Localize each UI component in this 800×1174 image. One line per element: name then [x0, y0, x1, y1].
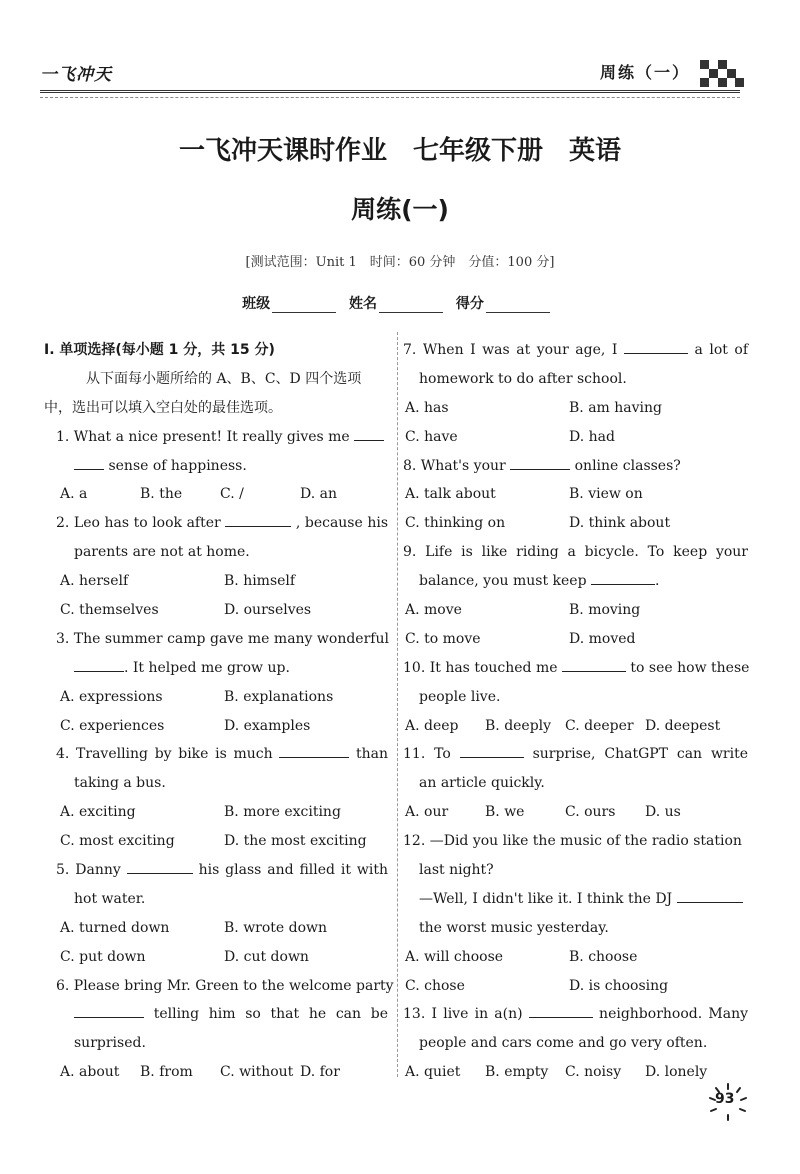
option-d[interactable]: D. examples — [224, 717, 311, 734]
option-c[interactable]: C. to move — [405, 630, 481, 647]
score-label: 得分 — [455, 296, 484, 312]
question-text: 7. When I was at your age, I — [403, 342, 618, 358]
question-4-options-1 — [58, 798, 388, 827]
question-5-options-2 — [58, 943, 388, 972]
option-d[interactable]: D. had — [569, 428, 615, 445]
question-text: neighborhood. Many — [599, 1006, 748, 1023]
question-text: surprise, ChatGPT can write — [532, 746, 749, 763]
option-c[interactable]: C. chose — [405, 977, 465, 994]
question-text: —Well, I didn't like it. I think the DJ — [419, 890, 673, 907]
option-c[interactable]: C. ours — [565, 804, 616, 821]
option-a[interactable]: A. herself — [60, 573, 129, 590]
test-scope: [测试范围：Unit 1 时间：60 分钟 分值：100 分] — [245, 255, 555, 270]
option-b[interactable]: B. choose — [569, 948, 638, 965]
option-a[interactable]: A. talk about — [405, 486, 496, 503]
question-3-options-1 — [58, 683, 388, 712]
question-text: sense of happiness. — [108, 457, 247, 474]
answer-blank[interactable] — [591, 570, 655, 585]
question-13-options — [403, 1058, 748, 1087]
question-10-line-1 — [403, 654, 748, 683]
column-divider — [397, 332, 398, 1077]
option-a[interactable]: A. about — [60, 1064, 120, 1081]
question-text: his glass and filled it with — [198, 862, 388, 879]
question-12-line-2: last night? — [419, 862, 494, 879]
answer-blank[interactable] — [74, 1003, 144, 1018]
question-2-options-2 — [58, 596, 388, 625]
brand-logo-text: 一飞冲天 — [40, 65, 112, 85]
header-section-title: 周练（一） — [600, 63, 691, 82]
answer-blank[interactable] — [127, 859, 193, 874]
question-text: 11. To — [403, 746, 451, 763]
question-text: to see how these — [630, 659, 750, 676]
option-a[interactable]: A. a — [60, 486, 88, 503]
option-b[interactable]: B. view on — [569, 486, 643, 503]
option-c[interactable]: C. experiences — [60, 717, 165, 734]
option-d[interactable]: D. think about — [569, 515, 671, 532]
question-text: 10. It has touched me — [403, 659, 558, 676]
option-a[interactable]: A. has — [405, 399, 449, 416]
option-c[interactable]: C. deeper — [565, 717, 634, 734]
header-dash-rule — [40, 97, 740, 98]
section-instruction-1: 从下面每小题所给的 A、B、C、D 四个选项 — [86, 370, 362, 387]
option-b[interactable]: B. more exciting — [224, 804, 341, 821]
option-b[interactable]: B. from — [140, 1064, 193, 1081]
option-c[interactable]: C. noisy — [565, 1064, 622, 1081]
question-3-line-1: 3. The summer camp gave me many wonderful — [56, 630, 389, 647]
option-b[interactable]: B. am having — [569, 399, 662, 416]
answer-blank[interactable] — [624, 339, 688, 354]
header-rule — [40, 90, 740, 93]
option-d[interactable]: D. us — [645, 804, 681, 821]
class-label: 班级 — [242, 296, 271, 312]
option-c[interactable]: C. have — [405, 428, 458, 445]
question-text: telling him so that he can be — [153, 1006, 388, 1023]
option-c[interactable]: C. without — [220, 1064, 294, 1081]
question-7-line-2: homework to do after school. — [419, 370, 627, 387]
option-b[interactable]: B. empty — [485, 1064, 549, 1081]
question-6-line-1: 6. Please bring Mr. Green to the welcome party — [56, 977, 394, 994]
question-text: 13. I live in a(n) — [403, 1006, 523, 1023]
question-text: 8. What's your — [403, 457, 506, 474]
question-text: than — [356, 746, 389, 763]
question-1-options — [58, 480, 388, 509]
question-text: a lot of — [694, 342, 749, 358]
question-4-line-2: taking a bus. — [74, 775, 166, 792]
question-5-options-1 — [58, 914, 388, 943]
question-8-line-1 — [403, 452, 748, 481]
question-13-line-1 — [403, 1000, 748, 1029]
question-8-options-2 — [403, 509, 748, 538]
question-3-options-2 — [58, 712, 388, 741]
question-9-options-1 — [403, 596, 748, 625]
option-d[interactable]: D. deepest — [645, 717, 721, 734]
answer-blank[interactable] — [529, 1003, 593, 1018]
option-d[interactable]: D. moved — [569, 630, 636, 647]
question-5-line-1 — [56, 856, 388, 885]
question-7-options-1 — [403, 394, 748, 423]
question-10-options — [403, 712, 748, 741]
decorative-blocks-icon — [700, 60, 744, 88]
question-7-options-2 — [403, 423, 748, 452]
question-2-line-2: parents are not at home. — [74, 544, 250, 561]
option-d[interactable]: D. lonely — [645, 1064, 708, 1081]
option-b[interactable]: B. deeply — [485, 717, 552, 734]
question-8-options-1 — [403, 480, 748, 509]
answer-blank[interactable] — [279, 743, 349, 758]
option-a[interactable]: A. our — [405, 804, 449, 821]
score-blank[interactable] — [486, 298, 550, 313]
question-9-line-2 — [403, 567, 748, 596]
option-b[interactable]: B. wrote down — [224, 919, 328, 936]
option-a[interactable]: A. will choose — [405, 948, 504, 965]
option-a[interactable]: A. exciting — [60, 804, 136, 821]
right-column — [403, 336, 748, 1087]
section-instruction-2: 中，选出可以填入空白处的最佳选项。 — [44, 399, 282, 416]
question-text: balance, you must keep — [419, 573, 587, 590]
question-12-options-1 — [403, 943, 748, 972]
question-10-line-2: people live. — [419, 688, 501, 705]
question-4-line-1 — [56, 740, 388, 769]
question-text: . It helped me grow up. — [124, 659, 290, 676]
question-12-line-3 — [403, 885, 748, 914]
option-b[interactable]: B. himself — [224, 573, 296, 590]
question-9-line-1: 9. Life is like riding a bicycle. To keep your — [403, 544, 748, 561]
section-title: Ⅰ. 单项选择(每小题 1 分，共 15 分) — [44, 342, 275, 358]
question-12-options-2 — [403, 972, 748, 1001]
question-11-options — [403, 798, 748, 827]
question-text: online classes? — [574, 457, 681, 474]
option-d[interactable]: D. ourselves — [224, 602, 312, 619]
option-a[interactable]: A. turned down — [60, 919, 170, 936]
question-9-options-2 — [403, 625, 748, 654]
question-11-line-2: an article quickly. — [419, 775, 545, 792]
page-number-badge — [707, 1082, 749, 1122]
option-c[interactable]: C. / — [220, 486, 244, 503]
answer-blank[interactable] — [354, 426, 384, 441]
question-13-line-2: people and cars come and go very often. — [419, 1035, 708, 1052]
question-2-options-1 — [58, 567, 388, 596]
question-12-line-1: 12. —Did you like the music of the radio station — [403, 833, 742, 850]
question-7-line-1 — [403, 336, 748, 365]
question-11-line-1 — [403, 740, 748, 769]
class-blank[interactable] — [272, 298, 336, 313]
left-column — [44, 336, 394, 1087]
option-b[interactable]: B. moving — [569, 602, 641, 619]
answer-blank[interactable] — [74, 657, 124, 672]
question-text: , because his — [295, 515, 389, 532]
page-number: 93 — [715, 1091, 735, 1107]
answer-blank[interactable] — [562, 657, 626, 672]
option-d[interactable]: D. for — [300, 1064, 340, 1081]
option-c[interactable]: C. themselves — [60, 602, 159, 619]
option-c[interactable]: C. thinking on — [405, 515, 506, 532]
question-text: 4. Travelling by bike is much — [56, 746, 273, 763]
answer-blank[interactable] — [460, 743, 524, 758]
option-b[interactable]: B. explanations — [224, 688, 334, 705]
question-text: 5. Danny — [56, 862, 121, 879]
option-d[interactable]: D. the most exciting — [224, 833, 367, 850]
option-b[interactable]: B. we — [485, 804, 525, 821]
page-subtitle: 周练(一) — [351, 195, 449, 224]
answer-blank[interactable] — [677, 888, 743, 903]
student-info-row — [0, 293, 800, 313]
question-1-line-1 — [56, 423, 388, 452]
question-text: . — [655, 573, 660, 590]
option-d[interactable]: D. is choosing — [569, 977, 669, 994]
option-c[interactable]: C. most exciting — [60, 833, 175, 850]
option-d[interactable]: D. cut down — [224, 948, 309, 965]
name-blank[interactable] — [379, 298, 443, 313]
option-a[interactable]: A. expressions — [60, 688, 163, 705]
question-5-line-2: hot water. — [74, 890, 146, 907]
question-6-line-2 — [58, 1000, 388, 1029]
name-label: 姓名 — [349, 296, 377, 312]
answer-blank[interactable] — [74, 455, 104, 470]
question-6-options — [58, 1058, 388, 1087]
page-title: 一飞冲天课时作业 七年级下册 英语 — [178, 136, 621, 166]
option-c[interactable]: C. put down — [60, 948, 146, 965]
option-a[interactable]: A. move — [405, 602, 462, 619]
question-text: 2. Leo has to look after — [56, 515, 221, 532]
option-a[interactable]: A. deep — [405, 717, 459, 734]
option-b[interactable]: B. the — [140, 486, 183, 503]
question-12-line-4: the worst music yesterday. — [419, 919, 609, 936]
answer-blank[interactable] — [510, 455, 570, 470]
question-6-line-3: surprised. — [74, 1035, 146, 1052]
question-1-line-2 — [58, 452, 388, 481]
question-2-line-1 — [56, 509, 388, 538]
option-d[interactable]: D. an — [300, 486, 337, 503]
option-a[interactable]: A. quiet — [405, 1064, 461, 1081]
answer-blank[interactable] — [225, 512, 291, 527]
question-4-options-2 — [58, 827, 388, 856]
question-3-line-2 — [58, 654, 388, 683]
question-text: 1. What a nice present! It really gives me — [56, 428, 350, 445]
